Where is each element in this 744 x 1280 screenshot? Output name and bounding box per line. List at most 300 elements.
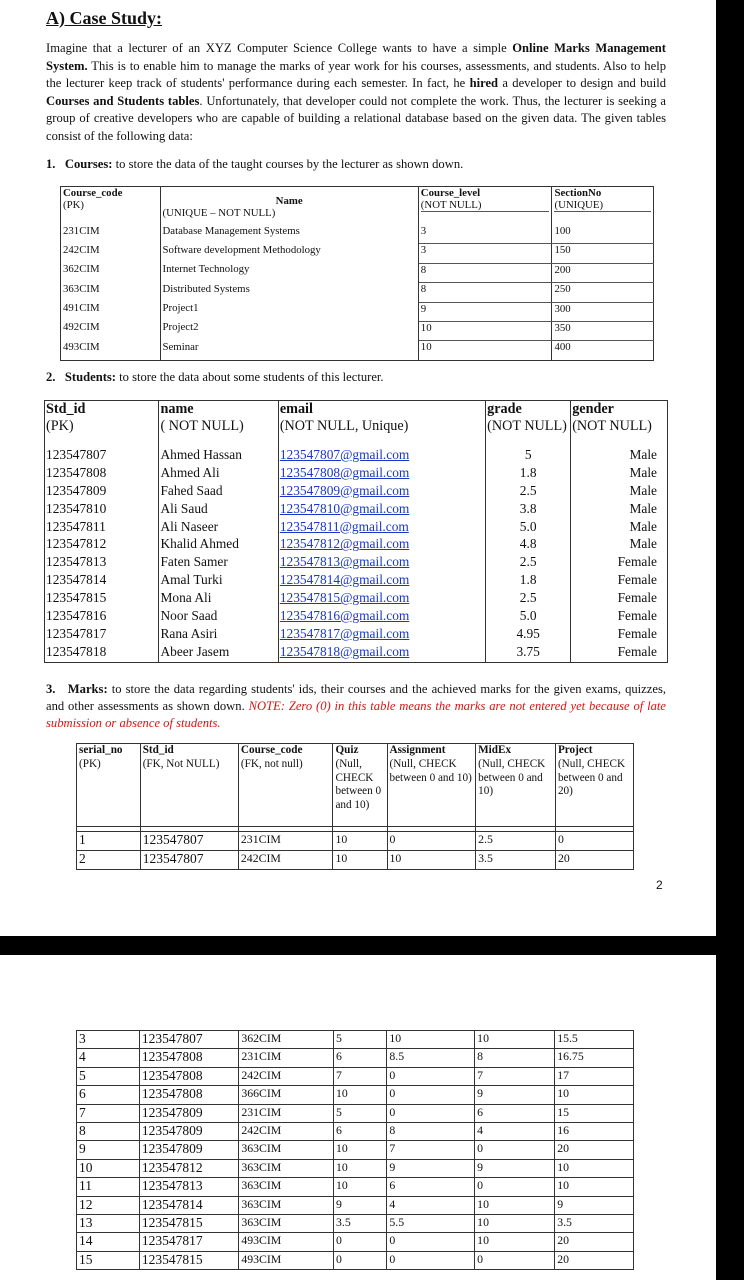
table-cell: 3.5 <box>555 1214 634 1232</box>
table-row <box>45 519 668 537</box>
column-header-sub: (FK, Not NULL) <box>142 757 220 770</box>
column-header-main: gender <box>572 401 614 417</box>
table-cell: 123547807 <box>45 447 159 465</box>
table-row <box>45 465 668 483</box>
table-cell: 0 <box>475 1251 555 1269</box>
table-cell: 8 <box>418 283 552 302</box>
table-cell: Female <box>571 644 668 662</box>
table-cell: Project2 <box>160 321 418 340</box>
table-cell: 2.5 <box>486 590 571 608</box>
table-cell: 14 <box>77 1233 140 1251</box>
table-cell: 10 <box>475 1031 555 1049</box>
table-cell: Female <box>571 554 668 572</box>
email-link[interactable]: 123547816@gmail.com <box>279 608 410 624</box>
table-cell: 7 <box>333 1067 386 1085</box>
students-table <box>44 400 668 663</box>
table-cell: 363CIM <box>239 1141 334 1159</box>
email-link[interactable]: 123547809@gmail.com <box>279 482 410 498</box>
column-header-main: Course_code <box>240 744 303 756</box>
table-cell: 242CIM <box>238 851 333 870</box>
table-cell: Ali Naseer <box>159 519 278 537</box>
table-cell: 10 <box>418 341 552 360</box>
table-cell: 1 <box>77 832 141 851</box>
table-cell: Faten Samer <box>159 554 278 572</box>
marks-table <box>76 743 634 870</box>
section-students-heading: 2. Students: to store the data about some students of this lecturer. <box>46 370 384 384</box>
column-header <box>333 744 387 827</box>
table-cell: 5 <box>77 1067 140 1085</box>
table-row <box>45 536 668 554</box>
table-cell: 231CIM <box>239 1104 334 1122</box>
table-cell: 123547809 <box>139 1122 238 1140</box>
table-cell: Internet Technology <box>160 263 418 282</box>
table-cell: 123547808 <box>139 1086 238 1104</box>
column-header-main: Project <box>557 744 593 756</box>
table-cell <box>278 519 485 537</box>
table-row <box>77 832 634 851</box>
table-cell: Database Management Systems <box>160 225 418 244</box>
table-cell: 10 <box>333 1086 386 1104</box>
table-cell: 10 <box>333 832 387 851</box>
table-cell: Khalid Ahmed <box>159 536 278 554</box>
table-cell: 123547807 <box>140 832 238 851</box>
table-cell: 0 <box>475 1141 555 1159</box>
table-cell: 150 <box>552 244 654 263</box>
table-cell: 123547810 <box>45 501 159 519</box>
table-cell: Male <box>571 501 668 519</box>
table-cell: 363CIM <box>61 283 161 302</box>
table-cell: 9 <box>475 1086 555 1104</box>
table-cell: Fahed Saad <box>159 483 278 501</box>
column-header-main: Std_id <box>142 744 174 756</box>
table-header-row <box>77 744 634 827</box>
table-cell <box>278 590 485 608</box>
table-cell: Male <box>571 447 668 465</box>
table-cell: 5.0 <box>486 608 571 626</box>
column-header-sub: (NOT NULL, Unique) <box>279 418 409 434</box>
table-cell: 363CIM <box>239 1196 334 1214</box>
table-row <box>77 1251 634 1269</box>
table-cell: 15.5 <box>555 1031 634 1049</box>
table-cell: 11 <box>77 1178 140 1196</box>
email-link[interactable]: 123547813@gmail.com <box>279 554 410 570</box>
column-header <box>45 401 159 448</box>
section-marks-heading: 3. Marks: to store the data regarding students' ids, their courses and the achieved marks for the given exams, quizzes, and other assessments as shown down. NOTE: Zero (0) in this table means the marks are not entered yet because of late submission or absence of students. <box>46 682 666 730</box>
column-header-main: MidEx <box>478 744 512 756</box>
table-cell: 242CIM <box>61 244 161 263</box>
table-cell: 10 <box>333 1141 386 1159</box>
column-header-sub: (Null, CHECK between 0 and 10) <box>478 757 546 798</box>
table-cell: 10 <box>333 851 387 870</box>
table-cell: 123547812 <box>45 536 159 554</box>
column-header-main: Name <box>275 195 303 207</box>
table-cell: 20 <box>555 851 633 870</box>
table-cell: 6 <box>333 1122 386 1140</box>
table-cell: 5 <box>486 447 571 465</box>
table-cell: Female <box>571 590 668 608</box>
table-row <box>45 590 668 608</box>
table-cell: 8 <box>418 263 552 282</box>
table-cell: 200 <box>552 263 654 282</box>
column-header-main: grade <box>487 401 522 417</box>
table-cell: 1.8 <box>486 572 571 590</box>
table-cell: 15 <box>77 1251 140 1269</box>
table-cell: 0 <box>387 1104 475 1122</box>
table-cell: 0 <box>333 1233 386 1251</box>
table-cell: 10 <box>387 1031 475 1049</box>
table-cell: 0 <box>333 1251 386 1269</box>
table-cell <box>278 447 485 465</box>
column-header-main: serial_no <box>79 744 123 756</box>
column-header-main: Course_code <box>63 187 123 199</box>
table-row <box>77 1196 634 1214</box>
table-cell: 123547815 <box>139 1214 238 1232</box>
table-cell <box>278 536 485 554</box>
table-cell: 8 <box>387 1122 475 1140</box>
table-cell: 5.0 <box>486 519 571 537</box>
table-row <box>77 1141 634 1159</box>
table-cell <box>278 483 485 501</box>
table-cell: 10 <box>475 1233 555 1251</box>
table-cell: 4.95 <box>486 626 571 644</box>
table-cell: 492CIM <box>61 321 161 340</box>
table-cell: 17 <box>555 1067 634 1085</box>
table-row <box>45 626 668 644</box>
table-row <box>77 851 634 870</box>
table-cell: 123547807 <box>139 1031 238 1049</box>
intro-segment: Courses and Students tables <box>46 93 200 108</box>
column-header <box>552 187 654 226</box>
table-cell: 250 <box>552 283 654 302</box>
intro-segment: . Unfortunately, that developer could not complete the work. Thus, the lecturer is seeking a group of creative developers who are capable of building a relational database based on the given data. The given tables consist of the following data: <box>46 93 666 143</box>
intro-segment: Online Marks Management System. <box>46 41 666 73</box>
table-cell: Ahmed Hassan <box>159 447 278 465</box>
table-row <box>77 1049 634 1067</box>
table-cell: 123547817 <box>45 626 159 644</box>
table-cell: Male <box>571 465 668 483</box>
table-cell: 3.5 <box>333 1214 386 1232</box>
table-cell: 10 <box>333 1178 386 1196</box>
table-cell: Ahmed Ali <box>159 465 278 483</box>
table-cell: 3.8 <box>486 501 571 519</box>
table-cell: 0 <box>387 1251 475 1269</box>
table-row <box>77 1178 634 1196</box>
table-cell: 16 <box>555 1122 634 1140</box>
table-cell: 362CIM <box>239 1031 334 1049</box>
table-cell: Rana Asiri <box>159 626 278 644</box>
column-header-main: Assignment <box>389 744 446 756</box>
table-row <box>77 1214 634 1232</box>
intro-segment: This is to enable him to manage the marks of year work for his courses, assessments, and students. Also to help the lecturer keep track of students' performance during each semester. In fact, he <box>46 58 666 91</box>
table-cell: 400 <box>552 341 654 360</box>
table-cell: 10 <box>475 1196 555 1214</box>
table-row <box>61 225 654 244</box>
table-cell: 123547817 <box>139 1233 238 1251</box>
column-header-main: SectionNo <box>554 187 602 199</box>
table-row <box>77 1067 634 1085</box>
table-row <box>61 244 654 263</box>
column-header-sub: (FK, not null) <box>240 757 303 770</box>
table-cell: 8 <box>77 1122 140 1140</box>
table-cell: 123547808 <box>139 1067 238 1085</box>
table-cell: 10 <box>418 321 552 340</box>
table-cell: 5 <box>333 1104 386 1122</box>
column-header <box>571 401 668 448</box>
table-cell: Mona Ali <box>159 590 278 608</box>
table-cell: 366CIM <box>239 1086 334 1104</box>
case-study-title: A) Case Study: <box>46 8 163 28</box>
column-header-sub: (Null, CHECK between 0 and 20) <box>557 757 626 798</box>
intro-paragraph <box>46 40 666 146</box>
table-cell: 300 <box>552 302 654 321</box>
email-link[interactable]: 123547815@gmail.com <box>279 590 410 606</box>
table-cell: 20 <box>555 1251 634 1269</box>
table-cell: 2.5 <box>486 483 571 501</box>
column-header <box>159 401 278 448</box>
table-cell: Female <box>571 626 668 644</box>
intro-segment: Imagine that a lecturer of an XYZ Computer Science College wants to have a simple <box>46 41 513 55</box>
table-cell: 242CIM <box>239 1122 334 1140</box>
table-cell: 491CIM <box>61 302 161 321</box>
column-header <box>160 187 418 226</box>
table-cell: 123547815 <box>45 590 159 608</box>
table-cell: 123547818 <box>45 644 159 662</box>
table-row <box>77 1031 634 1049</box>
table-cell: 4 <box>475 1122 555 1140</box>
table-cell: Noor Saad <box>159 608 278 626</box>
table-row <box>77 1122 634 1140</box>
table-cell: 4.8 <box>486 536 571 554</box>
table-cell: 231CIM <box>61 225 161 244</box>
table-cell: Female <box>571 572 668 590</box>
column-header <box>418 187 552 226</box>
table-cell: Distributed Systems <box>160 283 418 302</box>
table-cell: Female <box>571 608 668 626</box>
table-cell: 493CIM <box>239 1251 334 1269</box>
table-cell: 10 <box>475 1214 555 1232</box>
email-link[interactable]: 123547818@gmail.com <box>279 643 410 659</box>
table-row <box>45 501 668 519</box>
table-cell: 20 <box>555 1233 634 1251</box>
table-cell: 3 <box>418 244 552 263</box>
table-cell: 363CIM <box>239 1159 334 1177</box>
email-link[interactable]: 123547817@gmail.com <box>279 625 410 641</box>
table-row <box>61 302 654 321</box>
column-header-sub: (PK) <box>79 757 101 770</box>
table-cell: 123547808 <box>45 465 159 483</box>
table-cell: 493CIM <box>239 1233 334 1251</box>
table-cell: 5 <box>333 1031 386 1049</box>
table-cell <box>278 608 485 626</box>
table-cell <box>278 501 485 519</box>
table-row <box>77 1104 634 1122</box>
intro-segment: hired <box>469 76 499 91</box>
table-row <box>77 1086 634 1104</box>
table-cell: 3.75 <box>486 644 571 662</box>
table-cell: Abeer Jasem <box>159 644 278 662</box>
table-cell: 123547813 <box>45 554 159 572</box>
email-link[interactable]: 123547814@gmail.com <box>279 572 410 588</box>
table-cell: 2 <box>77 851 141 870</box>
table-cell: 6 <box>387 1178 475 1196</box>
table-cell: 123547815 <box>139 1251 238 1269</box>
table-cell: 9 <box>333 1196 386 1214</box>
column-header <box>476 744 556 827</box>
email-link[interactable]: 123547812@gmail.com <box>279 536 410 552</box>
email-link[interactable]: 123547807@gmail.com <box>279 447 410 462</box>
table-header-row <box>61 187 654 226</box>
column-header <box>77 744 141 827</box>
table-cell: 7 <box>475 1067 555 1085</box>
column-header <box>555 744 633 827</box>
table-cell: 20 <box>555 1141 634 1159</box>
table-cell <box>278 572 485 590</box>
table-row <box>61 283 654 302</box>
column-header-sub: (Null, CHECK between 0 and 10) <box>389 757 472 784</box>
column-header <box>238 744 333 827</box>
table-row <box>45 483 668 501</box>
table-cell: 5.5 <box>387 1214 475 1232</box>
page-number: 2 <box>656 878 663 892</box>
table-cell: 123547809 <box>139 1104 238 1122</box>
table-cell: 6 <box>333 1049 386 1067</box>
column-header-main: Course_level <box>420 187 481 199</box>
table-cell: 9 <box>475 1159 555 1177</box>
table-cell: 0 <box>387 1067 475 1085</box>
column-header-sub: (PK) <box>63 199 84 211</box>
table-cell: 3.5 <box>476 851 556 870</box>
table-row <box>61 263 654 282</box>
table-cell: 0 <box>387 832 476 851</box>
table-cell: Male <box>571 519 668 537</box>
column-header-main: Std_id <box>46 401 86 417</box>
table-cell: 16.75 <box>555 1049 634 1067</box>
table-cell: 15 <box>555 1104 634 1122</box>
table-cell: Amal Turki <box>159 572 278 590</box>
table-cell <box>278 554 485 572</box>
table-cell: 123547808 <box>139 1049 238 1067</box>
table-cell: 123547814 <box>45 572 159 590</box>
table-cell: 100 <box>552 225 654 244</box>
table-cell: 493CIM <box>61 341 161 360</box>
column-header <box>61 187 161 226</box>
table-row <box>45 554 668 572</box>
email-link[interactable]: 123547810@gmail.com <box>279 500 410 516</box>
table-cell: 2.5 <box>476 832 556 851</box>
table-row <box>77 1233 634 1251</box>
column-header-main: Quiz <box>335 744 359 756</box>
table-cell: 10 <box>333 1159 386 1177</box>
table-cell <box>278 465 485 483</box>
intro-segment: a developer to design and build <box>498 76 667 91</box>
table-row <box>45 608 668 626</box>
table-cell: 123547807 <box>140 851 238 870</box>
table-cell: 9 <box>77 1141 140 1159</box>
table-cell: 123547816 <box>45 608 159 626</box>
table-cell <box>278 626 485 644</box>
table-cell: 242CIM <box>239 1067 334 1085</box>
table-header-row <box>45 401 668 448</box>
column-header <box>278 401 485 448</box>
table-cell: 0 <box>555 832 633 851</box>
table-cell: 12 <box>77 1196 140 1214</box>
section-courses-heading: 1. Courses: to store the data of the taught courses by the lecturer as shown down. <box>46 157 464 171</box>
table-cell: 0 <box>387 1086 475 1104</box>
table-cell: Ali Saud <box>159 501 278 519</box>
table-cell: 1.8 <box>486 465 571 483</box>
marks-table-continued <box>76 1030 634 1270</box>
table-cell: 13 <box>77 1214 140 1232</box>
table-row <box>77 1159 634 1177</box>
table-cell: 123547814 <box>139 1196 238 1214</box>
table-cell: 6 <box>77 1086 140 1104</box>
table-cell: 3 <box>418 225 552 244</box>
column-header-sub: (NOT NULL) <box>572 418 652 434</box>
table-cell: 10 <box>77 1159 140 1177</box>
column-header-sub: (Null, CHECK between 0 and 10) <box>335 757 382 812</box>
table-cell: 231CIM <box>238 832 333 851</box>
column-header-sub: (PK) <box>46 418 74 434</box>
table-cell: 123547809 <box>45 483 159 501</box>
table-cell: 8 <box>475 1049 555 1067</box>
table-cell: 8.5 <box>387 1049 475 1067</box>
table-cell: 10 <box>555 1159 634 1177</box>
table-row <box>61 321 654 340</box>
table-cell: 2.5 <box>486 554 571 572</box>
table-cell: 3 <box>77 1031 140 1049</box>
table-cell: Software development Methodology <box>160 244 418 263</box>
document-page-2 <box>0 955 716 1280</box>
column-header-sub: ( NOT NULL) <box>160 418 244 434</box>
table-row <box>45 447 668 465</box>
table-cell: 4 <box>387 1196 475 1214</box>
email-link[interactable]: 123547811@gmail.com <box>279 518 409 534</box>
column-header-sub: (UNIQUE – NOT NULL) <box>162 207 276 219</box>
column-header <box>387 744 476 827</box>
table-row <box>45 572 668 590</box>
table-cell: Male <box>571 483 668 501</box>
table-cell: 0 <box>475 1178 555 1196</box>
table-cell: Project1 <box>160 302 418 321</box>
table-cell: 7 <box>77 1104 140 1122</box>
table-cell: 6 <box>475 1104 555 1122</box>
table-row <box>61 341 654 360</box>
courses-table <box>60 186 654 361</box>
table-cell: 9 <box>555 1196 634 1214</box>
table-cell: 7 <box>387 1141 475 1159</box>
table-cell: 10 <box>555 1086 634 1104</box>
table-cell: 363CIM <box>239 1178 334 1196</box>
table-cell: 123547813 <box>139 1178 238 1196</box>
column-header-main: name <box>160 401 194 417</box>
table-cell: 10 <box>387 851 476 870</box>
table-cell: 123547811 <box>45 519 159 537</box>
table-cell: Male <box>571 536 668 554</box>
column-header-sub: (NOT NULL) <box>487 418 567 434</box>
table-cell: 0 <box>387 1233 475 1251</box>
table-cell <box>278 644 485 662</box>
table-cell: 123547812 <box>139 1159 238 1177</box>
table-cell: 123547809 <box>139 1141 238 1159</box>
column-header-sub: (NOT NULL) <box>421 199 550 212</box>
table-cell: 350 <box>552 321 654 340</box>
table-row <box>45 644 668 662</box>
column-header-sub: (UNIQUE) <box>554 199 651 212</box>
table-cell: 9 <box>387 1159 475 1177</box>
table-cell: 231CIM <box>239 1049 334 1067</box>
table-cell: 363CIM <box>239 1214 334 1232</box>
email-link[interactable]: 123547808@gmail.com <box>279 464 410 480</box>
